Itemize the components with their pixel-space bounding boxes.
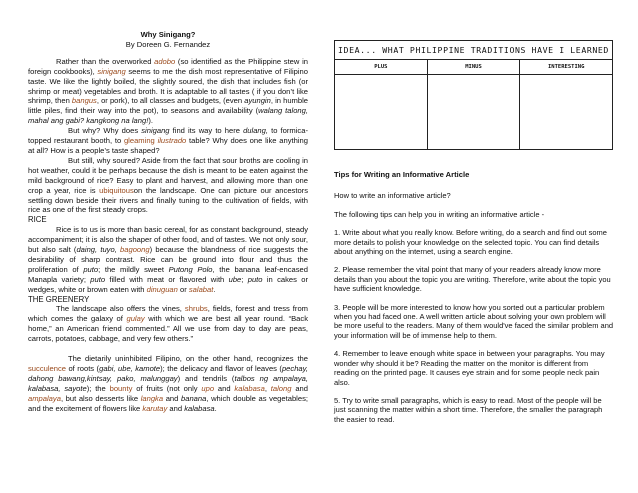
essay-title: Why Sinigang? [140, 30, 196, 39]
column-minus: MINUS [427, 60, 520, 74]
tip-4: 4. Remember to leave enough white space in between your paragraphs. You may wonder why should it be? Reading the matter on the monitor is different from reading on the printed page. It causes eye strain and for some people neck pain also. [334, 349, 605, 387]
pmi-table-header: IDEA... WHAT PHILIPPINE TRADITIONS HAVE I LEARNED [335, 41, 612, 60]
paragraph-4: Rice is to us is more than basic cereal, for as constant background, steady accompaniment; it is also the shaper of other food, and of tastes. We not only sour, but also salt (daing, tuyo, bagoong) because the blandness of rice suggests the desirability of sharp contrast. Rice can be ground into flour and thus the proliferation of puto; the mildly sweet Putong Polo, the banana leaf-encased Manapla variety; puto filled with meat or flavored with ube; puto in cakes or wedges, white or brown eaten with dinuguan or salabat. [28, 225, 308, 294]
paragraph-2: But why? Why does sinigang find its way to here dulang, to formica-topped restaurant booth, to gleaming ilustrado table? Why does one like anything at all? How is a people’s taste shaped? [28, 126, 308, 155]
essay-author: By Doreen G. Fernandez [125, 39, 211, 49]
tip-3: 3. People will be more interested to know how you sorted out a particular problem when you had faced one. A well written article about solving your own problem will be more useful to the readers. Many of them would've faced the similar problem and your information will be of immense help to them. [334, 302, 614, 340]
spacer [334, 340, 614, 349]
column-plus: PLUS [374, 64, 388, 70]
paragraph-6: The dietarily uninhibited Filipino, on the other hand, recognizes the succulence of roots (gabi, ube, kamote); the delicacy and flavor of leaves (pechay, dahong bawang,kintsay, pako, malunggay) and tendrils (talbos ng ampalaya, kalabasa, sayote); the bounty of fruits (not only upo and kalabasa, talong and ampalaya, but also desserts like langka and banana, which double as vegetables; and the excitement of flowers like karutay and kalabasa. [28, 354, 308, 413]
tips-question: How to write an informative article? [334, 191, 451, 201]
tip-1: 1. Write about what you really know. Before writing, do a search and find out some more details to polish your knowledge on the selected topic. You can find details about anything on the internet, using a search engine. [334, 228, 607, 257]
column-interesting: INTERESTING [519, 60, 612, 74]
paragraph-gap [28, 344, 308, 354]
pmi-table-columns [335, 60, 612, 75]
spacer [334, 387, 614, 396]
paragraph-5: The landscape also offers the vines, shrubs, fields, forest and tress from which comes the galaxy of gulay with which we are best all year round. “Back home,” an American friend commented.” All we use from day to day are peas, carrots, potatoes, cabbage, and very few others.” [28, 304, 308, 344]
tip-2: 2. Please remember the vital point that many of your readers already know more details than you about the topic you are writing. Therefore, write about the topic you have sufficient knowledge. [334, 265, 611, 294]
spacer [334, 179, 614, 191]
cell-minus[interactable] [427, 75, 520, 149]
spacer [334, 256, 614, 265]
pmi-table [334, 40, 613, 150]
heading-rice: RICE [28, 215, 47, 225]
paragraph-3: But still, why soured? Aside from the fact that sour broths are cooling in hot weather, could it be perhaps because the dish is meant to be eaten against the mild background of rice? Easy to plant and harvest, and allowing more than one crop a year, rice is ubiquitouson the landscape. One can picture our ancestors settling down beside their rivers and finally tuning to the cultivation of fields, with rice as one of the first steady crops. [28, 155, 308, 215]
tips-title: Tips for Writing an Informative Article [334, 170, 470, 179]
worksheet-column [334, 40, 614, 424]
tips-intro: The following tips can help you in writing an informative article - [334, 209, 545, 219]
heading-greenery: THE GREENERY [28, 294, 90, 304]
spacer [334, 201, 614, 210]
spacer [334, 294, 614, 303]
spacer [334, 219, 614, 228]
paragraph-1: Rather than the overworked adobo (so identified as the Philippine stew in foreign cookbooks), sinigang seems to me the dish most representative of Filipino taste. We like the lightly boiled, the slightly soured, the dish that includes fish (or shrimp or meat) vegetables and broth. It is adaptable to all tastes ( if you don’t like shrimp, then bangus, or pork), to all classes and budgets, (even ayungin, in humble little piles, find their way into the pot), to seasons and availability (walang talong, mahal ang gabi? kangkong na lang!). [28, 56, 309, 126]
cell-plus[interactable] [335, 75, 427, 149]
tip-5: 5. Try to write small paragraphs, which is easy to read. Most of the people will be just scanning the matter within a short time. Therefore, the smaller the paragraph the easier to read. [334, 395, 603, 424]
cell-interesting[interactable] [519, 75, 612, 149]
pmi-table-body [335, 75, 612, 149]
essay-column [28, 30, 308, 414]
